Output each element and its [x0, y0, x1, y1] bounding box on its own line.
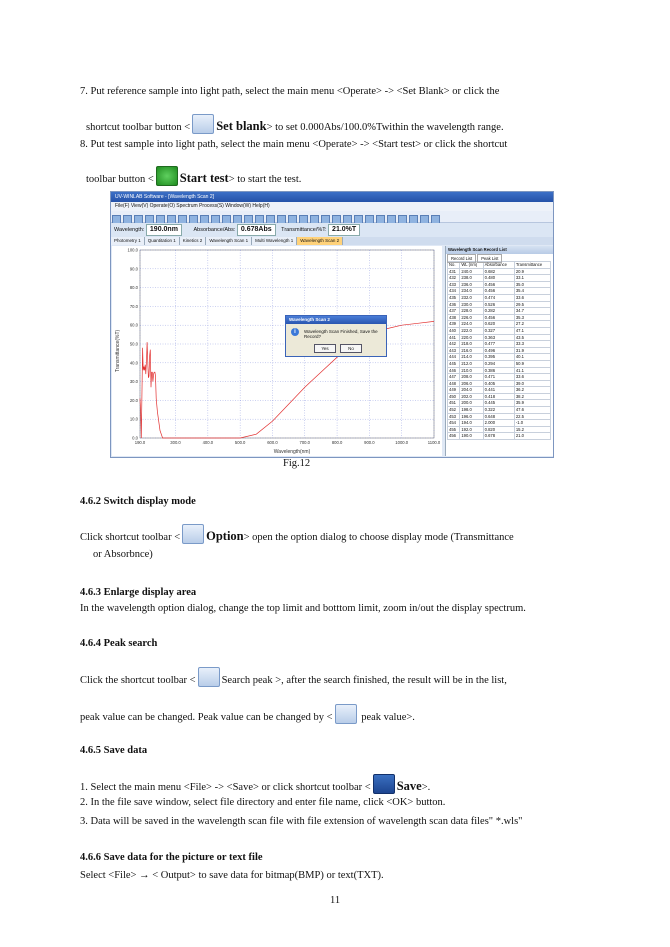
table-cell: 33.3 [514, 341, 550, 348]
table-cell: 0.322 [483, 407, 514, 414]
table-row[interactable] [448, 301, 551, 308]
option-button-label: Option [206, 529, 244, 543]
table-cell: 190.0 [460, 433, 483, 440]
table-cell: 445 [448, 360, 460, 367]
table-row[interactable] [448, 321, 551, 328]
table-row[interactable] [448, 294, 551, 301]
x-tick-label: 900.0 [364, 440, 375, 445]
save-button-label: Save [396, 779, 422, 793]
table-cell: 437 [448, 308, 460, 315]
section-4-6-5-item1 [80, 774, 430, 794]
table-cell: 0.405 [483, 380, 514, 387]
x-tick-label: 800.0 [331, 440, 343, 445]
table-cell: 228.0 [460, 308, 483, 315]
y-tick-label: 20.0 [129, 397, 138, 403]
table-cell: 224.0 [460, 321, 483, 328]
tab-wavelength-scan-1[interactable]: Wavelength Scan 1 [206, 237, 252, 245]
table-cell: 218.0 [460, 341, 483, 348]
table-cell: 15.2 [514, 426, 550, 433]
s464-pre: Click the shortcut toolbar < [80, 675, 196, 686]
wavelength-value: 190.0nm [146, 224, 182, 236]
table-cell: 196.0 [460, 413, 483, 420]
section-4-6-4-heading: 4.6.4 Peak search [80, 638, 158, 649]
y-tick-label: 10.0 [129, 416, 138, 422]
table-cell: 446 [448, 367, 460, 374]
section-4-6-5-item2: 2. In the file save window, select file directory and enter file name, click <OK> button. [80, 797, 446, 808]
y-tick-label: 40.0 [129, 360, 138, 366]
table-cell: 31.9 [514, 347, 550, 354]
s465-item1-post: >. [421, 782, 431, 793]
step8-pre: toolbar button < [86, 174, 154, 185]
table-cell: 212.0 [460, 360, 483, 367]
table-cell: 234.0 [460, 288, 483, 295]
table-row[interactable] [448, 281, 551, 288]
y-tick-label: 50.0 [129, 341, 138, 347]
section-4-6-4-line2 [80, 704, 415, 724]
table-cell: 33.6 [514, 374, 550, 381]
table-cell: 226.0 [460, 314, 483, 321]
table-cell: 35.4 [514, 288, 550, 295]
table-cell: 0.363 [483, 334, 514, 341]
table-cell: 43.5 [514, 334, 550, 341]
table-cell: 210.0 [460, 367, 483, 374]
section-4-6-3-text: In the wavelength option dialog, change the top limit and botttom limit, zoom in/out the display spectrum. [80, 603, 526, 614]
table-cell: 0.820 [483, 426, 514, 433]
table-cell: 232.0 [460, 294, 483, 301]
table-row[interactable] [448, 407, 551, 414]
wavelength-label: Wavelength: [114, 227, 145, 233]
panel-tabs[interactable] [446, 254, 553, 261]
table-row[interactable] [448, 268, 551, 275]
x-tick-label: 1000.0 [395, 440, 409, 445]
table-cell: 39.0 [514, 380, 550, 387]
table-cell: 27.2 [514, 321, 550, 328]
table-cell: 33.6 [514, 294, 550, 301]
table-cell: 442 [448, 341, 460, 348]
table-cell: 0.477 [483, 341, 514, 348]
table-cell: 432 [448, 275, 460, 282]
table-cell: 194.0 [460, 420, 483, 427]
section-4-6-6-heading: 4.6.6 Save data for the picture or text file [80, 852, 263, 863]
table-cell: 220.0 [460, 334, 483, 341]
search-peak-icon [198, 667, 220, 687]
tab-wavelength-scan-2[interactable]: Wavelength Scan 2 [297, 237, 343, 245]
section-4-6-4-line1 [80, 667, 507, 687]
table-cell: 0.496 [483, 347, 514, 354]
table-cell: 444 [448, 354, 460, 361]
info-icon: i [291, 328, 299, 336]
tab-multi-wavelength[interactable]: Multi Wavelength 1 [252, 237, 297, 245]
table-cell: 453 [448, 413, 460, 420]
table-row[interactable] [448, 314, 551, 321]
section-4-6-2-heading: 4.6.2 Switch display mode [80, 496, 196, 507]
table-row[interactable] [448, 393, 551, 400]
table-row[interactable] [448, 341, 551, 348]
x-tick-label: 400.0 [202, 440, 214, 445]
table-header-cell[interactable]: No. [448, 262, 460, 269]
table-row[interactable] [448, 387, 551, 394]
table-cell: 433 [448, 281, 460, 288]
table-row[interactable] [448, 275, 551, 282]
dialog-message: Wavelength Scan Finished, Save the Record? [304, 329, 378, 339]
table-row[interactable] [448, 308, 551, 315]
start-test-icon [156, 166, 178, 186]
table-cell: 0.294 [483, 360, 514, 367]
table-cell: 455 [448, 426, 460, 433]
x-axis-label: Wavelength(nm) [273, 449, 311, 455]
table-cell: 204.0 [460, 387, 483, 394]
table-cell: 236.0 [460, 281, 483, 288]
option-icon [182, 524, 204, 544]
table-cell: 240.0 [460, 268, 483, 275]
table-cell: 451 [448, 400, 460, 407]
table-cell: 0.456 [483, 281, 514, 288]
table-cell: 447 [448, 374, 460, 381]
table-cell: 22.5 [514, 413, 550, 420]
table-cell: 0.327 [483, 327, 514, 334]
table-header-row [448, 262, 551, 269]
dialog-title: Wavelength Scan 2 [286, 316, 386, 324]
section-4-6-3-heading: 4.6.3 Enlarge display area [80, 587, 197, 598]
table-cell: 200.0 [460, 400, 483, 407]
table-cell: 0.480 [483, 275, 514, 282]
step7-pre: shortcut toolbar button < [86, 122, 191, 133]
table-row[interactable] [448, 334, 551, 341]
menu-bar[interactable] [111, 202, 553, 211]
spectrum-chart [112, 246, 442, 456]
table-cell: 35.9 [514, 400, 550, 407]
absorbance-value: 0.678Abs [237, 224, 276, 236]
s462-post: > open the option dialog to choose display mode (Transmittance [243, 532, 514, 543]
x-tick-label: 500.0 [234, 440, 246, 445]
x-tick-label: 190.0 [134, 440, 146, 445]
save-floppy-icon [373, 774, 395, 794]
table-cell: 438 [448, 314, 460, 321]
section-4-6-5-heading: 4.6.5 Save data [80, 745, 148, 756]
section-4-6-2-line2: or Absorbnce) [93, 549, 153, 560]
readout-bar [111, 223, 553, 237]
table-cell: 216.0 [460, 347, 483, 354]
record-table [447, 261, 551, 440]
software-screenshot [110, 191, 554, 458]
table-cell: 0.386 [483, 367, 514, 374]
y-axis-label: Transmittance(%T) [115, 329, 121, 373]
table-row[interactable] [448, 327, 551, 334]
figure-caption: Fig.12 [283, 458, 311, 469]
table-cell: 0.395 [483, 354, 514, 361]
table-cell: 35.3 [514, 314, 550, 321]
table-cell: 33.1 [514, 275, 550, 282]
table-cell: 0.678 [483, 433, 514, 440]
table-cell: 40.1 [514, 354, 550, 361]
table-cell: 435 [448, 294, 460, 301]
x-tick-label: 1100.0 [427, 440, 441, 445]
set-blank-button-label: Set blank [216, 119, 267, 133]
table-cell: 192.0 [460, 426, 483, 433]
step7-post: > to set 0.000Abs/100.0%Twithin the wavelength range. [266, 122, 504, 133]
table-cell: 208.0 [460, 374, 483, 381]
table-cell: 21.0 [514, 433, 550, 440]
section-4-6-6-text: Select <File> → < Output> to save data for bitmap(BMP) or text(TXT). [80, 870, 384, 881]
window-title-bar [111, 192, 553, 202]
table-row[interactable] [448, 360, 551, 367]
table-cell: 50.9 [514, 360, 550, 367]
s464-post: Search peak >, after the search finished, the result will be in the list, [221, 675, 507, 686]
y-tick-label: 80.0 [129, 285, 138, 291]
panel-title: Wavelength Scan Record List [446, 246, 553, 254]
table-cell: 29.5 [514, 301, 550, 308]
step8-line1: 8. Put test sample into light path, select the main menu <Operate> -> <Start test> or click the shortcut [80, 139, 508, 150]
table-cell: 440 [448, 327, 460, 334]
table-cell: 434 [448, 288, 460, 295]
table-cell: 0.456 [483, 288, 514, 295]
step8-post: > to start the test. [228, 174, 302, 185]
start-test-button-label: Start test [179, 171, 229, 185]
y-tick-label: 60.0 [129, 322, 138, 328]
table-header-cell[interactable]: Transmittance [514, 262, 550, 269]
section-4-6-2-line1 [80, 524, 514, 544]
section-4-6-5-item3: 3. Data will be saved in the wavelength scan file with file extension of wavelength scan data files" *.wls" [80, 816, 523, 827]
table-cell: 0.441 [483, 387, 514, 394]
table-row[interactable] [448, 380, 551, 387]
tab-peak-list[interactable]: Peak List [477, 254, 502, 263]
x-tick-label: 600.0 [267, 440, 278, 445]
table-row[interactable] [448, 413, 551, 420]
window-title: UV-WINLAB Software - [Wavelength Scan 2] [115, 194, 215, 200]
y-tick-label: 100.0 [127, 247, 138, 253]
table-row[interactable] [448, 367, 551, 374]
transmittance-value: 21.0%T [328, 224, 360, 236]
table-cell: 449 [448, 387, 460, 394]
document-tabs[interactable] [111, 237, 553, 245]
table-cell: -1.0 [514, 420, 550, 427]
toolbar[interactable] [111, 211, 553, 223]
table-cell: 439 [448, 321, 460, 328]
table-cell: 47.6 [514, 407, 550, 414]
table-cell: 230.0 [460, 301, 483, 308]
table-cell: 0.526 [483, 301, 514, 308]
transmittance-label: Transmittance/%T: [281, 227, 327, 233]
s464-line2-post: peak value>. [358, 712, 415, 723]
table-cell: 436 [448, 301, 460, 308]
table-cell: 450 [448, 393, 460, 400]
tab-record-list[interactable]: Record List [447, 254, 476, 263]
table-cell: 0.474 [483, 294, 514, 301]
y-tick-label: 0.0 [132, 435, 138, 441]
menu-items[interactable]: File(F) View(V) Operate(O) Spectrum Process(S) Window(W) Help(H) [115, 203, 270, 209]
table-row[interactable] [448, 288, 551, 295]
table-cell: 38.2 [514, 393, 550, 400]
table-cell: 443 [448, 347, 460, 354]
table-cell: 214.0 [460, 354, 483, 361]
table-cell: 202.0 [460, 393, 483, 400]
tab-photometry[interactable]: Photometry 1 [111, 237, 145, 245]
table-cell: 36.2 [514, 387, 550, 394]
y-tick-label: 90.0 [129, 266, 138, 272]
table-cell: 448 [448, 380, 460, 387]
absorbance-label: Absorbance/Abs: [193, 227, 236, 233]
table-cell: 431 [448, 268, 460, 275]
s464-line2-pre: peak value can be changed. Peak value can be changed by < [80, 712, 333, 723]
table-cell: 0.682 [483, 268, 514, 275]
table-cell: 441 [448, 334, 460, 341]
table-cell: 47.1 [514, 327, 550, 334]
tab-kinetics[interactable]: Kinetics 2 [180, 237, 207, 245]
table-cell: 0.471 [483, 374, 514, 381]
no-button[interactable]: No [340, 344, 362, 353]
table-cell: 454 [448, 420, 460, 427]
table-cell: 2.000 [483, 420, 514, 427]
table-cell: 34.7 [514, 308, 550, 315]
table-cell: 41.1 [514, 367, 550, 374]
table-cell: 206.0 [460, 380, 483, 387]
y-tick-label: 70.0 [129, 303, 138, 309]
x-tick-label: 700.0 [299, 440, 311, 445]
step8-line2 [86, 166, 301, 186]
s462-pre: Click shortcut toolbar < [80, 532, 181, 543]
table-header-cell[interactable]: WL (nm) [460, 262, 483, 269]
tab-quantitation[interactable]: Quantitation 1 [145, 237, 180, 245]
table-row[interactable] [448, 426, 551, 433]
x-tick-label: 300.0 [170, 440, 181, 445]
table-cell: 452 [448, 407, 460, 414]
table-row[interactable] [448, 433, 551, 440]
table-cell: 198.0 [460, 407, 483, 414]
table-cell: 222.0 [460, 327, 483, 334]
table-row[interactable] [448, 420, 551, 427]
set-blank-icon [192, 114, 214, 134]
table-cell: 456 [448, 433, 460, 440]
table-row[interactable] [448, 374, 551, 381]
page-number: 11 [330, 895, 341, 906]
table-row[interactable] [448, 400, 551, 407]
table-cell: 20.9 [514, 268, 550, 275]
table-cell: 0.282 [483, 308, 514, 315]
table-cell: 35.0 [514, 281, 550, 288]
save-record-dialog [285, 315, 387, 357]
yes-button[interactable]: Yes [314, 344, 336, 353]
table-row[interactable] [448, 347, 551, 354]
y-tick-label: 30.0 [129, 379, 138, 385]
table-cell: 0.418 [483, 393, 514, 400]
table-cell: 0.648 [483, 413, 514, 420]
table-header-cell[interactable]: Absorbance [483, 262, 514, 269]
table-cell: 0.620 [483, 321, 514, 328]
edit-peak-icon [335, 704, 357, 724]
record-list-panel [445, 246, 553, 456]
table-cell: 0.456 [483, 314, 514, 321]
step7-line1: 7. Put reference sample into light path, select the main menu <Operate> -> <Set Blank> or click the [80, 86, 500, 97]
table-cell: 0.445 [483, 400, 514, 407]
table-cell: 238.0 [460, 275, 483, 282]
table-row[interactable] [448, 354, 551, 361]
step7-line2 [86, 114, 504, 134]
s465-item1-pre: 1. Select the main menu <File> -> <Save> or click shortcut toolbar < [80, 782, 371, 793]
